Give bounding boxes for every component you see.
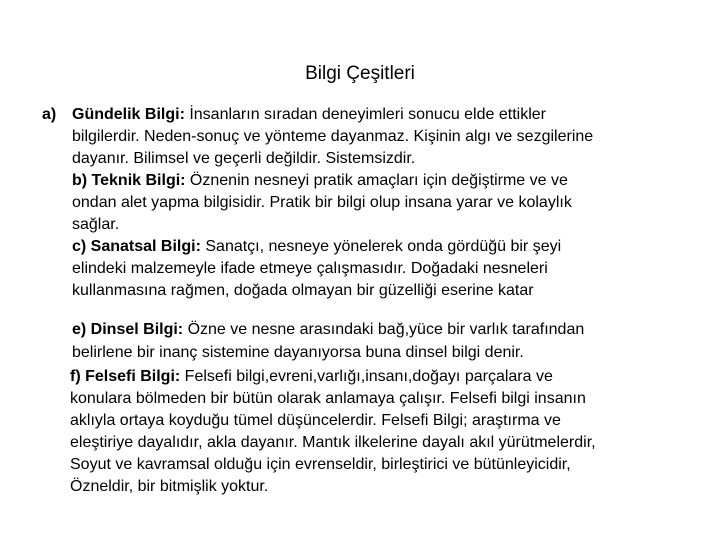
gundelik-bilgi-line-2: bilgilerdir. Neden-sonuç ve yönteme dayanmaz. Kişinin algı ve sezgilerine xyxy=(72,128,594,145)
dinsel-bilgi-heading: e) Dinsel Bilgi: xyxy=(72,321,184,338)
felsefi-bilgi-line-4: eleştiriye dayalıdır, akla dayanır. Mantık ilkelerine dayalı akıl yürütmelerdir, xyxy=(70,434,596,451)
dinsel-bilgi-line-1 xyxy=(72,319,584,341)
sanatsal-bilgi-heading: c) Sanatsal Bilgi: xyxy=(72,238,201,255)
felsefi-bilgi-line-1 xyxy=(70,366,553,388)
sanatsal-bilgi-text-1: Sanatçı, nesneye yönelerek onda gördüğü bir şeyi xyxy=(200,238,562,255)
felsefi-bilgi-line-5: Soyut ve kavramsal olduğu için evrenseldir, birleştirici ve bütünleyicidir, xyxy=(70,456,571,473)
list-marker-a: a) xyxy=(42,106,57,123)
teknik-bilgi-heading: b) Teknik Bilgi: xyxy=(72,172,186,189)
dinsel-bilgi-text-1: Özne ve nesne arasındaki bağ,yüce bir varlık tarafından xyxy=(183,321,585,338)
teknik-bilgi-line-1 xyxy=(72,170,568,192)
gundelik-bilgi-line-1 xyxy=(72,104,546,126)
gundelik-bilgi-heading: Gündelik Bilgi: xyxy=(72,106,185,123)
page-title: Bilgi Çeşitleri xyxy=(305,63,415,84)
teknik-bilgi-line-2: ondan alet yapma bilgisidir. Pratik bir bilgi olup insana yarar ve kolaylık xyxy=(72,194,572,211)
teknik-bilgi-text-1: Öznenin nesneyi pratik amaçları için değiştirme ve ve xyxy=(185,172,568,189)
felsefi-bilgi-heading: f) Felsefi Bilgi: xyxy=(70,368,181,385)
gundelik-bilgi-line-3: dayanır. Bilimsel ve geçerli değildir. Sistemsizdir. xyxy=(72,150,416,167)
sanatsal-bilgi-line-2: elindeki malzemeyle ifade etmeye çalışmasıdır. Doğadaki nesneleri xyxy=(72,260,548,277)
sanatsal-bilgi-line-3: kullanmasına rağmen, doğada olmayan bir güzelliği eserine katar xyxy=(72,282,534,299)
felsefi-bilgi-line-2: konulara bölmeden bir bütün olarak anlamaya çalışır. Felsefi bilgi insanın xyxy=(70,390,586,407)
teknik-bilgi-line-3: sağlar. xyxy=(72,216,120,233)
gundelik-bilgi-text-1: İnsanların sıradan deneyimleri sonucu elde ettikler xyxy=(184,106,546,123)
dinsel-bilgi-line-2: belirlene bir inanç sistemine dayanıyorsa buna dinsel bilgi denir. xyxy=(72,344,524,361)
felsefi-bilgi-line-6: Özneldir, bir bitmişlik yoktur. xyxy=(70,478,269,495)
sanatsal-bilgi-line-1 xyxy=(72,236,561,258)
felsefi-bilgi-line-3: aklıyla ortaya koyduğu tümel düşüncelerdir. Felsefi Bilgi; araştırma ve xyxy=(70,412,561,429)
felsefi-bilgi-text-1: Felsefi bilgi,evreni,varlığı,insanı,doğayı parçalara ve xyxy=(180,368,553,385)
